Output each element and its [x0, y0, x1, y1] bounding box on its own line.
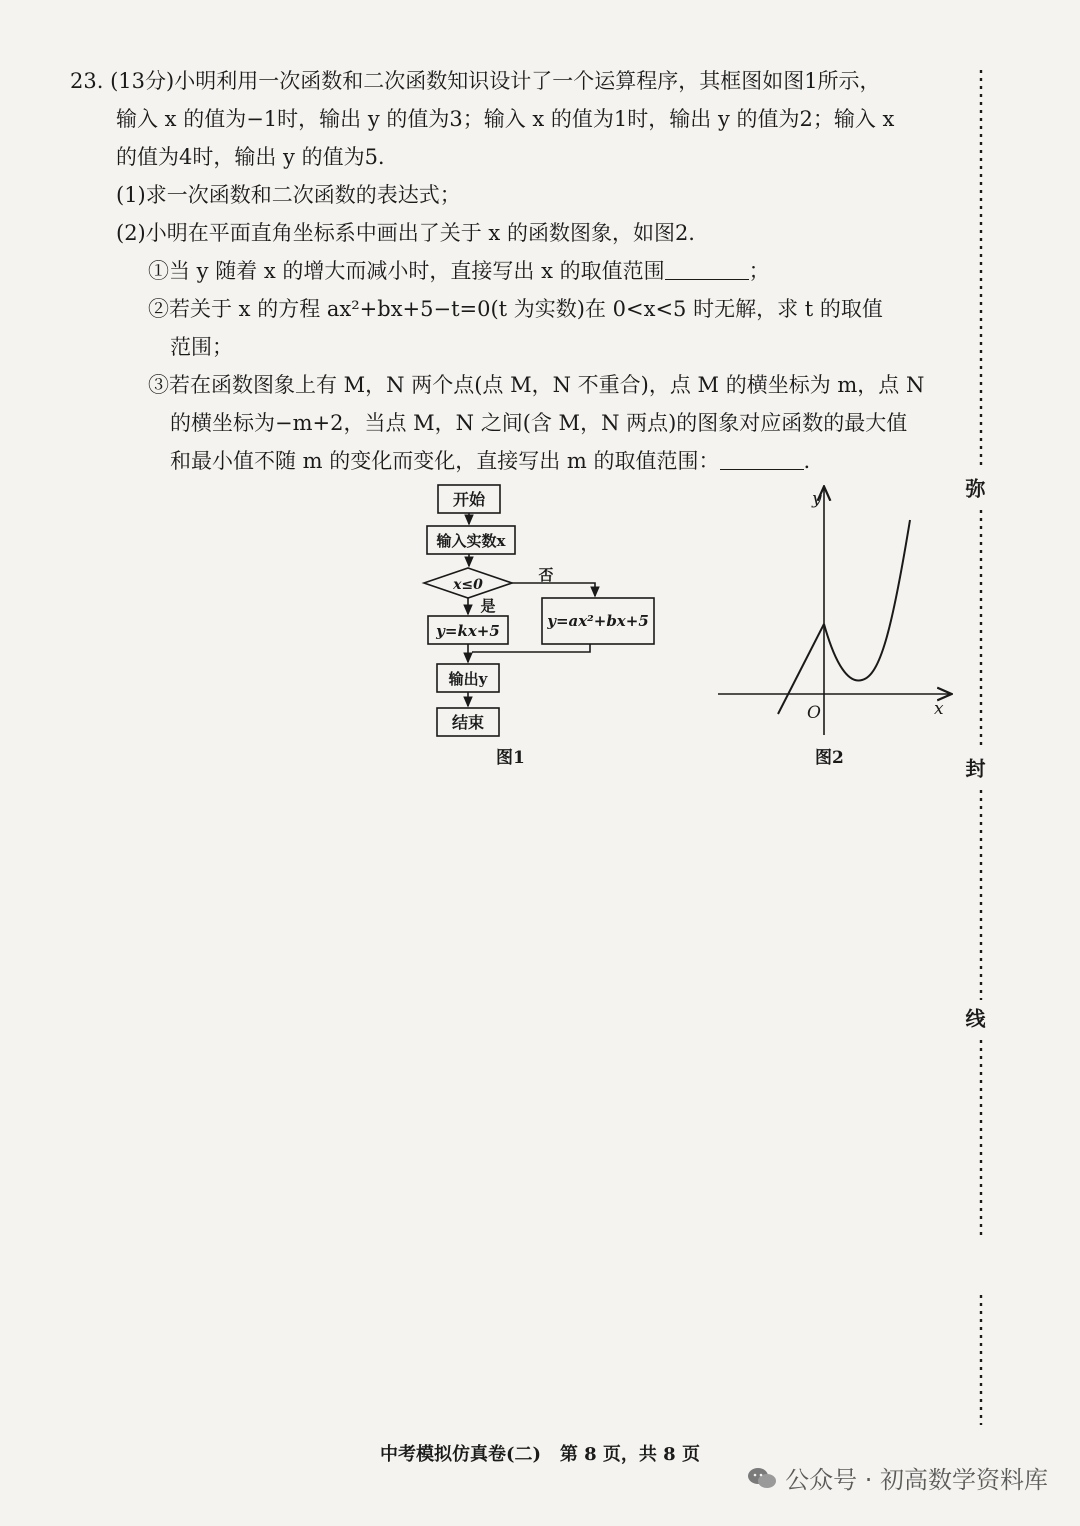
- graph-svg: [712, 480, 962, 740]
- function-graph-figure: [712, 480, 962, 744]
- question-intro-line2: 输入 x 的值为−1时，输出 y 的值为3；输入 x 的值为1时，输出 y 的值为2；输入 x: [116, 107, 895, 131]
- input-label: 输入实数x: [436, 532, 506, 550]
- condition-label: x≤0: [453, 577, 483, 593]
- part-2: (2)小明在平面直角坐标系中画出了关于 x 的函数图象，如图2.: [116, 221, 695, 245]
- seal-char-2: 封: [962, 758, 986, 778]
- watermark: [747, 1460, 1048, 1495]
- question-intro: 23. (13分)小明利用一次函数和二次函数知识设计了一个运算程序，其框图如图1所示，: [70, 69, 881, 93]
- sub-question-1: ①当 y 随着 x 的增大而减小时，直接写出 x 的取值范围 ；: [148, 259, 770, 283]
- question-23: [70, 62, 960, 480]
- start-label: 开始: [452, 490, 486, 509]
- no-label: 否: [538, 566, 554, 584]
- origin-label: O: [807, 703, 821, 723]
- linear-label: y=kx+5: [436, 622, 500, 640]
- sub-question-2-cont: 范围；: [170, 335, 233, 359]
- sub-question-3: ③若在函数图象上有 M，N 两个点(点 M，N 不重合)，点 M 的横坐标为 m，点 N: [148, 373, 925, 397]
- x-axis-label: x: [934, 699, 944, 719]
- sub-question-2: ②若关于 x 的方程 ax²+bx+5−t=0(t 为实数)在 0<x<5 时无解，求 t 的取值: [148, 297, 883, 321]
- question-number: 23.: [70, 69, 104, 93]
- yes-label: 是: [480, 597, 496, 615]
- watermark-text: 公众号 · 初高数学资料库: [785, 1466, 1048, 1494]
- seal-char-3: 线: [962, 1008, 986, 1028]
- answer-blank-1[interactable]: [665, 257, 749, 280]
- sub-question-3-cont: 的横坐标为−m+2，当点 M，N 之间(含 M，N 两点)的图象对应函数的最大值: [170, 411, 908, 435]
- question-intro-line3: 的值为4时，输出 y 的值为5.: [116, 145, 385, 169]
- flowchart-svg: [420, 480, 670, 745]
- figure-2-caption: 图2: [815, 748, 844, 768]
- end-label: 结束: [451, 713, 485, 732]
- quadratic-branch: [824, 520, 910, 681]
- flowchart-figure: [420, 480, 670, 749]
- sub-question-3-end: 和最小值不随 m 的变化而变化，直接写出 m 的取值范围： .: [170, 449, 811, 473]
- quadratic-label: y=ax²+bx+5: [547, 612, 649, 630]
- figure-1-caption: 图1: [496, 748, 525, 768]
- linear-branch: [778, 624, 824, 714]
- seal-char-1: 弥: [962, 478, 986, 498]
- output-label: 输出y: [448, 670, 488, 688]
- page-footer: 中考模拟仿真卷(二) 第 8 页，共 8 页: [380, 1444, 700, 1465]
- y-axis-label: y: [812, 489, 822, 509]
- answer-blank-3[interactable]: [720, 447, 804, 470]
- wechat-icon: [747, 1466, 777, 1490]
- part-1: (1)求一次函数和二次函数的表达式；: [116, 183, 461, 207]
